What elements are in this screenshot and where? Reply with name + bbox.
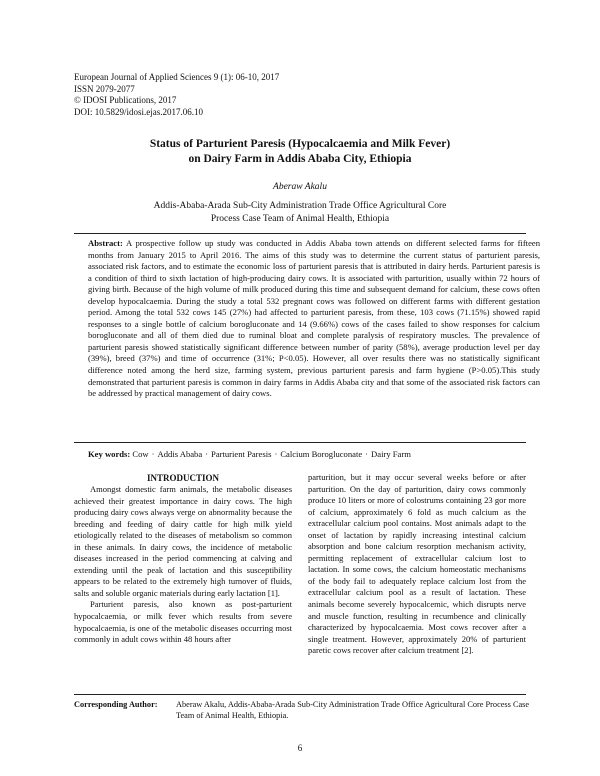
body-paragraph: Amongst domestic farm animals, the metabolic diseases achieved their greatest importance in dairy cows. The high producing dairy cows always verge on abnormality because the breeding and feeding of dairy cattle for high milk yield etiologically related to the diseases of metabolism so common in these animals. In dairy cows, the incidence of metabolic diseases increased in the period commencing at calving and extending until the peak of lactation and this susceptibility appears to be related to the extremely high turnover of fluids, salts and soluble organic materials during early lactation [1]. — [74, 484, 292, 598]
corresponding-author-label: Corresponding Author: — [74, 700, 158, 709]
doi: DOI: 10.5829/idosi.ejas.2017.06.10 — [74, 106, 203, 117]
keyword: Cow — [132, 449, 149, 459]
paper-title — [60, 137, 540, 166]
abstract-text: A prospective follow up study was conducted in Addis Ababa town attends on different selected farms for fifteen months from January 2015 to April 2016. The aims of this study was to determine the current status of parturient paresis, associated risk factors, and to estimate the economic loss of parturient paresis that is attributed in dairy herds. Parturient paresis is a condition of third to sixth lactation of high-producing dairy cows. It is associated with parturition, usually within 72 hours of giving birth. Because of the high volume of milk produced during this time and subsequent demand for calcium, these cows often develop hypocalcaemia. During the study a total 532 pregnant cows was followed on different farms with different gestation period. Among the total 532 cows 145 (27%) had affected to parturient paresis, from these, 103 cows (71.15%) showed rapid responses to a single bottle of calcium borogluconate and 14 (9.66%) cows of the cases failed to show responses for calcium borogluconate and all of them died due to ruminal bloat and complete paralysis of respiratory muscles. The prevalence of parturient paresis showed statistically significant difference between number of parity (58%), average production level per day (39%), breed (37%) and time of occurrence (31%; P<0.05). However, all over results there was no statistically significant difference noted among the herd size, farming system, previous parturient paresis and farm hygiene (P>0.05).This study demonstrated that parturient paresis is common in dairy farms in Addis Ababa city and that some of the associated risk factors can be addressed by practical management of dairy cows. — [88, 238, 540, 399]
body-paragraph: parturition, but it may occur several weeks before or after parturition. On the day of parturition, dairy cows commonly produce 10 liters or more of colostrums containing 23 gor more of calcium, approximately 6 fold as much calcium as the extracellular calcium pool contains. Most animals adapt to the onset of lactation by rapidly increasing intestinal calcium absorption and bone calcium resorption mechanism activity, permitting replacement of extracellular calcium lost to lactation. In some cows, the calcium homeostatic mechanisms of the body fail to adequately replace calcium lost from the extracellular calcium pool as a result of lactation. These animals become severely hypocalcemic, which disrupts nerve and muscle function, resulting in recumbence and clinically characterized by hypocalcaemia. Most cows recover after a single treatment. However, approximately 20% of parturient paretic cows recover after calcium treatment [2]. — [308, 472, 526, 656]
right-column — [308, 472, 526, 657]
issn: ISSN 2079-2077 — [74, 83, 135, 94]
author-affiliation — [60, 200, 540, 225]
affiliation-line-2: Process Case Team of Animal Health, Ethiopia — [210, 213, 390, 224]
footnote-rule — [74, 694, 526, 695]
keyword-separator: · — [205, 449, 209, 459]
corresponding-author-text: Aberaw Akalu, Addis-Ababa-Arada Sub-City Administration Trade Office Agricultural Core Process Case Team of Animal Health, Ethiopia. — [176, 700, 530, 720]
title-line-2: on Dairy Farm in Addis Ababa City, Ethiopia — [188, 152, 412, 165]
introduction-heading: INTRODUCTION — [146, 473, 219, 483]
title-line-1: Status of Parturient Paresis (Hypocalcaemia and Milk Fever) — [149, 138, 451, 150]
affiliation-line-1: Addis-Ababa-Arada Sub-City Administration Trade Office Agricultural Core — [153, 201, 447, 211]
copyright: © IDOSI Publications, 2017 — [74, 95, 177, 105]
keywords-label: Key words: — [88, 449, 131, 459]
publication-info — [74, 72, 279, 118]
keyword: Dairy Farm — [371, 449, 411, 459]
keywords — [88, 449, 540, 461]
keyword: Calcium Borogluconate — [280, 449, 363, 459]
journal-citation: European Journal of Applied Sciences 9 (1): 06-10, 2017 — [74, 72, 280, 82]
abstract-top-rule — [74, 233, 526, 234]
keyword-separator: · — [151, 449, 155, 459]
page-number: 6 — [297, 743, 303, 753]
body-paragraph: Parturient paresis, also known as post-parturient hypocalcaemia, or milk fever which results from severe hypocalcaemia, is one of the metabolic diseases occurring most commonly in adult cows within 48 hours after — [74, 599, 292, 645]
keyword: Addis Ababa — [157, 449, 203, 459]
keyword-separator: · — [365, 449, 369, 459]
abstract-bottom-rule — [74, 442, 526, 443]
abstract-label: Abstract: — [88, 238, 123, 248]
left-column — [74, 472, 292, 646]
abstract — [88, 238, 540, 400]
keyword-separator: · — [274, 449, 278, 459]
author-name: Aberaw Akalu — [273, 182, 327, 192]
keyword: Parturient Paresis — [211, 449, 272, 459]
